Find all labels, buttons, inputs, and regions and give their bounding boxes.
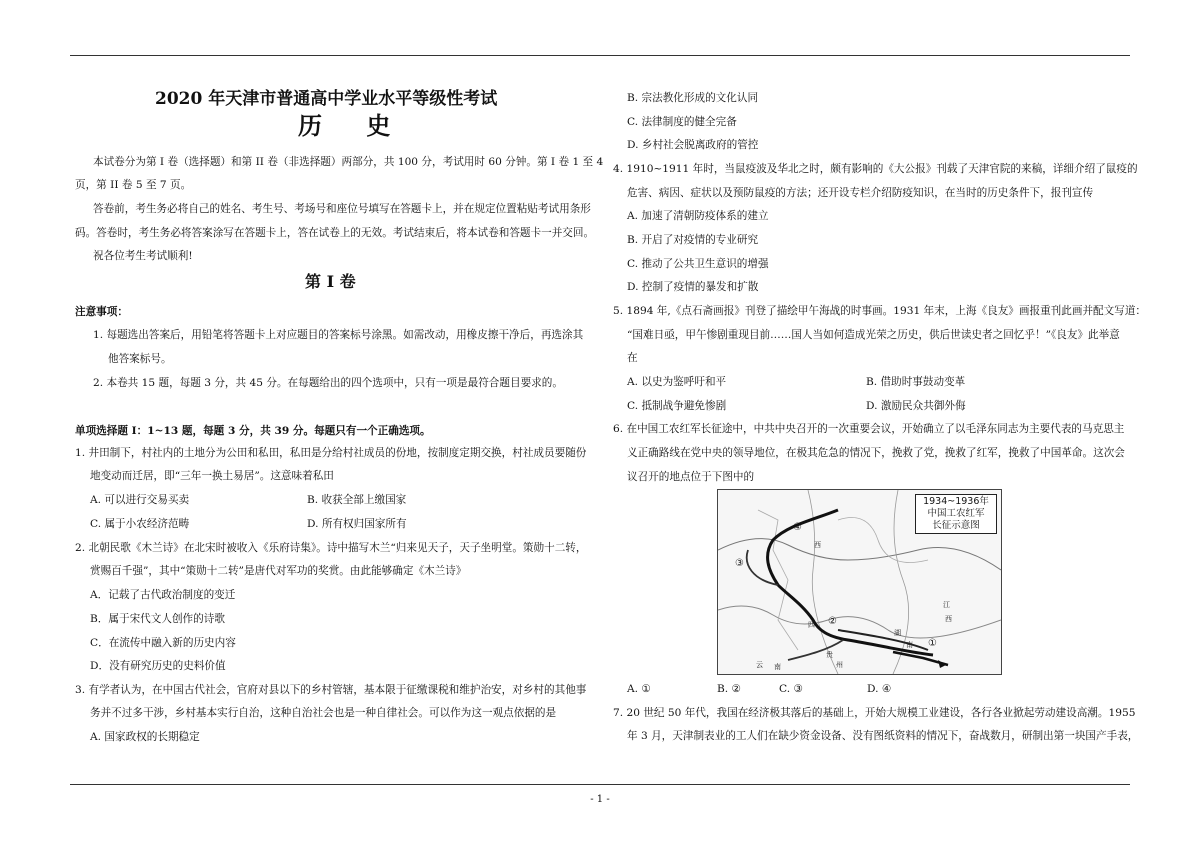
option-d[interactable]: D. ④ [867, 683, 892, 695]
option-d[interactable]: D. 控制了疫情的暴发和扩散 [627, 281, 759, 293]
option-b[interactable]: B. ② [717, 683, 742, 695]
question-stem: 3. 有学者认为，在中国古代社会，官府对县以下的乡村管辖，基本限于征缴课税和维护治安，对乡村的其他事 [75, 684, 587, 696]
option-c[interactable]: C. 属于小农经济范畴 [90, 518, 190, 530]
option-a[interactable]: A. 国家政权的长期稳定 [90, 731, 200, 743]
option-a[interactable]: A. 可以进行交易买卖 [90, 494, 190, 506]
question-stem: 议召开的地点位于下图中的 [627, 471, 755, 483]
notice-item: 他答案标号。 [108, 353, 172, 365]
option-c[interactable]: C. 推动了公共卫生意识的增强 [627, 258, 769, 270]
intro-text: 码。答卷时，考生务必将答案涂写在答题卡上，答在试卷上的无效。考试结束后，将本试卷和答题卡一并交回。 [75, 227, 595, 239]
question-stem: 年 3 月，天津制表业的工人们在缺少资金设备、没有图纸资料的情况下，奋战数月，研制出第一块国产手表， [627, 730, 1139, 742]
map-label: 南 [774, 663, 781, 671]
map-marker-2: ② [828, 616, 837, 627]
map-label: 四 [808, 621, 815, 629]
option-a[interactable]: A. ① [627, 683, 651, 695]
map-marker-3: ③ [735, 558, 744, 569]
map-label: 西 [814, 541, 821, 549]
notice-title: 注意事项： [75, 306, 128, 318]
option-d[interactable]: D. 所有权归国家所有 [307, 518, 407, 530]
map-marker-4: ④ [793, 522, 802, 533]
map-legend-line: 长征示意图 [932, 520, 980, 531]
section-instruction: 单项选择题 I：1~13 题，每题 3 分，共 39 分。每题只有一个正确选项。 [75, 425, 431, 437]
map-label: 南 [906, 641, 913, 649]
question-stem: 危害、病因、症状以及预防鼠疫的方法；还开设专栏介绍防疫知识，在当时的历史条件下，报刊宣传 [627, 187, 1094, 199]
intro-text: 祝各位考生考试顺利! [93, 250, 193, 262]
map-marker-1: ① [928, 638, 937, 649]
bottom-rule [70, 784, 1130, 785]
question-stem: 1. 井田制下，村社内的土地分为公田和私田，私田是分给村社成员的份地，按制度定期交换，村社成员要随份 [75, 447, 587, 459]
option-c[interactable]: C．在流传中融入新的历史内容 [90, 637, 236, 649]
page-number: - 1 - [590, 794, 610, 805]
option-a[interactable]: A. 以史为鉴呼吁和平 [627, 376, 727, 388]
option-a[interactable]: A．记载了古代政治制度的变迁 [90, 589, 236, 601]
option-c[interactable]: C. 抵制战争避免惨剧 [627, 400, 727, 412]
intro-text: 本试卷分为第 I 卷（选择题）和第 II 卷（非选择题）两部分，共 100 分，考试用时 60 分钟。第 I 卷 1 至 4 [93, 156, 604, 168]
notice-item: 2. 本卷共 15 题，每题 3 分，共 45 分。在每题给出的四个选项中，只有一项是最符合题目要求的。 [93, 377, 563, 389]
question-stem: 务并不过多干涉，乡村基本实行自治，这种自治社会也是一种自律社会。可以作为这一观点依据的是 [90, 707, 557, 719]
question-stem: 7. 20 世纪 50 年代，我国在经济极其落后的基础上，开始大规模工业建设，各行各业掀起劳动建设高潮。1955 [613, 707, 1136, 719]
map-label: 贵 [826, 651, 833, 659]
option-c[interactable]: C. 法律制度的健全完备 [627, 116, 737, 128]
intro-text: 答卷前，考生务必将自己的姓名、考生号、考场号和座位号填写在答题卡上，并在规定位置粘贴考试用条形 [93, 203, 591, 215]
map-legend [915, 494, 997, 534]
map-label: 州 [836, 661, 843, 669]
option-b[interactable]: B. 宗法教化形成的文化认同 [627, 92, 759, 104]
option-d[interactable]: D．没有研究历史的史料价值 [90, 660, 226, 672]
question-stem: 地变动而迁居，即“三年一换土易居”。这意味着私田 [90, 470, 334, 482]
question-stem: 在 [627, 352, 638, 364]
section-title: 第 I 卷 [305, 272, 356, 291]
subject-title: 历 史 [298, 111, 409, 140]
map-legend-line: 1934~1936年 [923, 496, 989, 507]
map-label: 江 [943, 601, 950, 609]
option-b[interactable]: B．属于宋代文人创作的诗歌 [90, 613, 225, 625]
notice-item: 1. 每题选出答案后，用铅笔将答题卡上对应题目的答案标号涂黑。如需改动，用橡皮擦干净后，再选涂其 [93, 329, 584, 341]
map-label: 湖 [894, 629, 901, 637]
map-label: 西 [945, 615, 952, 623]
option-d[interactable]: D. 激励民众共御外侮 [866, 400, 966, 412]
question-stem: 5. 1894 年,《点石斋画报》刊登了描绘甲午海战的时事画。1931 年末，上海《良友》画报重刊此画并配文写道： [613, 305, 1147, 317]
question-stem: 6. 在中国工农红军长征途中，中共中央召开的一次重要会议，开始确立了以毛泽东同志为主要代表的马克思主 [613, 423, 1125, 435]
exam-title: 2020 年天津市普通高中学业水平等级性考试 [155, 89, 498, 109]
question-stem: 赏赐百千强”，其中“策勋十二转”是唐代对军功的奖赏。由此能够确定《木兰诗》 [90, 565, 467, 577]
intro-text: 页，第 II 卷 5 至 7 页。 [75, 179, 192, 191]
question-stem: 义正确路线在党中央的领导地位，在极其危急的情况下，挽救了党，挽救了红军，挽救了中国革命。这次会 [627, 447, 1125, 459]
option-a[interactable]: A. 加速了清朝防疫体系的建立 [627, 210, 769, 222]
long-march-map [717, 489, 1002, 675]
question-stem: “国难日亟，甲午惨剧重现目前……国人当如何造成光荣之历史，供后世读史者之回忆乎！”《良友》此举意 [627, 329, 1120, 341]
option-b[interactable]: B. 开启了对疫情的专业研究 [627, 234, 759, 246]
map-legend-line: 中国工农红军 [927, 508, 985, 519]
question-stem: 2. 北朝民歌《木兰诗》在北宋时被收入《乐府诗集》。诗中描写木兰“归来见天子，天子坐明堂。策勋十二转， [75, 542, 587, 554]
option-b[interactable]: B. 借助时事鼓动变革 [866, 376, 966, 388]
option-d[interactable]: D. 乡村社会脱离政府的管控 [627, 139, 759, 151]
option-c[interactable]: C. ③ [779, 683, 803, 695]
map-label: 云 [756, 661, 763, 669]
option-b[interactable]: B. 收获全部上缴国家 [307, 494, 407, 506]
top-rule [70, 55, 1130, 56]
question-stem: 4. 1910~1911 年时，当鼠疫波及华北之时，颇有影响的《大公报》刊载了天津官院的来稿，详细介绍了鼠疫的 [613, 163, 1138, 175]
